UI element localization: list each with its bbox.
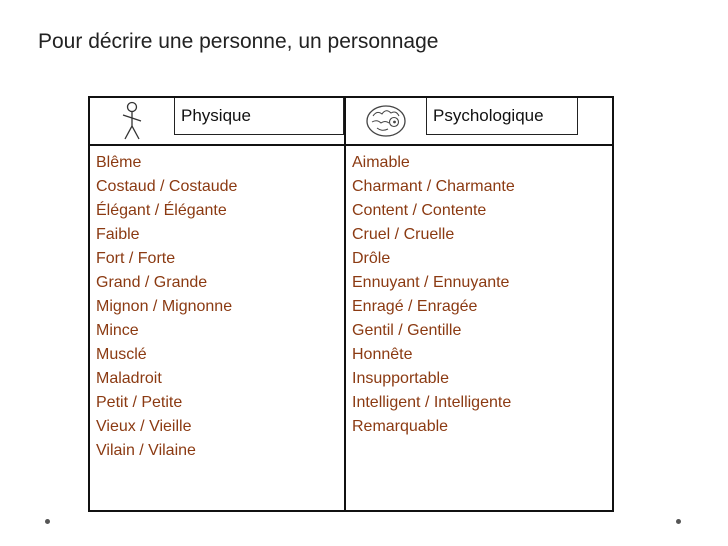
list-item: Costaud / Costaude	[96, 178, 238, 195]
list-item: Remarquable	[352, 418, 449, 435]
list-item: Faible	[96, 226, 140, 243]
list-item: Drôle	[352, 250, 391, 267]
brain-icon	[364, 103, 408, 139]
slide-dot	[45, 519, 50, 524]
psychologique-icon-cell	[346, 98, 426, 144]
list-item: Élégant / Élégante	[96, 202, 227, 219]
list-item: Petit / Petite	[96, 394, 183, 411]
list-item: Musclé	[96, 346, 147, 363]
list-item: Maladroit	[96, 370, 162, 387]
list-item: Charmant / Charmante	[352, 178, 515, 195]
list-item: Cruel / Cruelle	[352, 226, 455, 243]
list-item: Honnête	[352, 346, 413, 363]
list-item: Vieux / Vieille	[96, 418, 192, 435]
vocabulary-table	[88, 96, 614, 512]
list-item: Mince	[96, 322, 139, 339]
list-item: Content / Contente	[352, 202, 487, 219]
list-item: Enragé / Enragée	[352, 298, 478, 315]
header-divider	[90, 144, 612, 146]
list-item: Aimable	[352, 154, 410, 171]
list-item: Insupportable	[352, 370, 449, 387]
physique-header: Physique	[174, 98, 344, 135]
list-item: Vilain / Vilaine	[96, 442, 196, 459]
list-item: Mignon / Mignonne	[96, 298, 233, 315]
physique-list	[96, 151, 237, 463]
column-divider	[344, 98, 346, 510]
physique-icon-cell	[90, 98, 174, 144]
list-item: Ennuyant / Ennuyante	[352, 274, 510, 291]
list-item: Gentil / Gentille	[352, 322, 462, 339]
list-item: Blême	[96, 154, 142, 171]
list-item: Intelligent / Intelligente	[352, 394, 512, 411]
list-item: Grand / Grande	[96, 274, 208, 291]
psychologique-header: Psychologique	[426, 98, 578, 135]
stick-figure-icon	[121, 101, 143, 141]
psychologique-list	[352, 151, 515, 439]
page-title: Pour décrire une personne, un personnage	[38, 30, 439, 53]
slide-dot	[676, 519, 681, 524]
list-item: Fort / Forte	[96, 250, 176, 267]
